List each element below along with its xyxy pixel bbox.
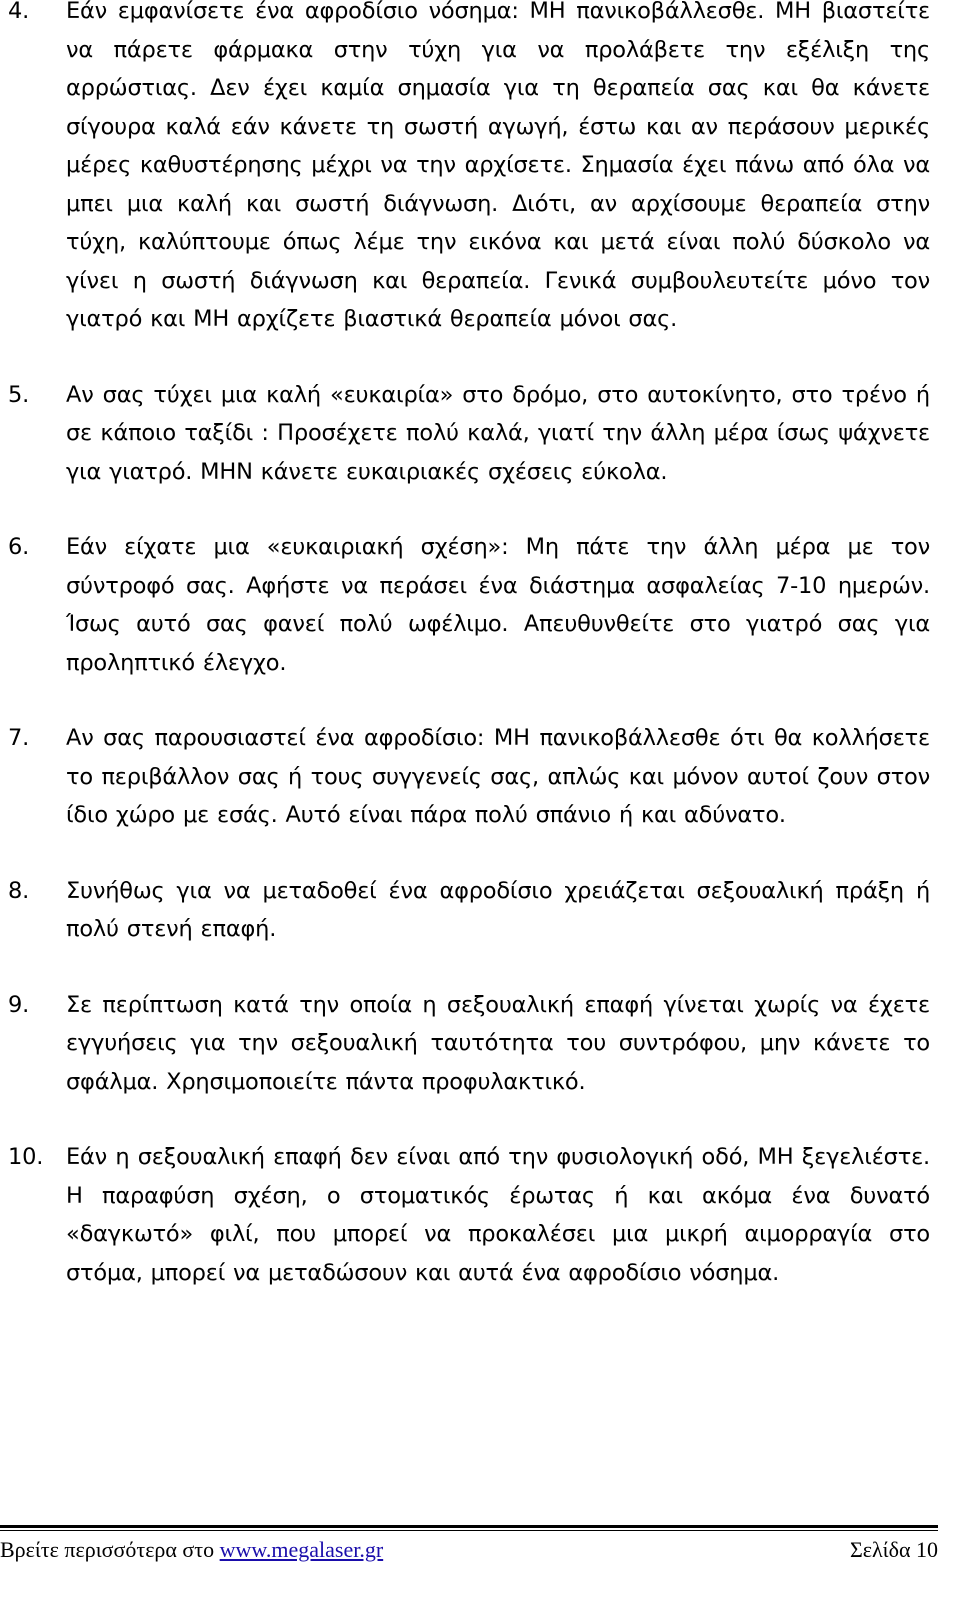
list-item-text: Συνήθως για να μεταδοθεί ένα αφροδίσιο χρειάζεται σεξουαλική πράξη ή πολύ στενή επαφή. (66, 877, 930, 942)
numbered-list (8, 0, 930, 1292)
footer-prefix: Βρείτε περισσότερα στο (0, 1537, 220, 1562)
list-item-text: Αν σας παρουσιαστεί ένα αφροδίσιο: ΜΗ πανικοβάλλεσθε ότι θα κολλήσετε το περιβάλλον σας ή τους συγγενείς σας, απλώς και μόνον αυτοί ζουν στον ίδιο χώρο με εσάς. Αυτό είναι πάρα πολύ σπάνιο ή και αδύνατο. (66, 725, 930, 828)
list-item-text: Εάν η σεξουαλική επαφή δεν είναι από την φυσιολογική οδό, ΜΗ ξεγελιέστε. Η παραφύση σχέση, ο στοματικός έρωτας ή και ακόμα ένα δυνατό «δαγκωτό» φιλί, που μπορεί να προκαλέσει μια μικρή αιμορραγία στο στόμα, μπορεί να μεταδώσουν και αυτά ένα αφροδίσιο νόσημα. (66, 1144, 930, 1286)
page-footer (0, 1532, 938, 1568)
list-item-9 (8, 986, 930, 1102)
page-number: Σελίδα 10 (849, 1537, 938, 1562)
list-item-number: 5. (8, 381, 30, 408)
list-item-text: Σε περίπτωση κατά την οποία η σεξουαλική επαφή γίνεται χωρίς να έχετε εγγυήσεις για την σεξουαλική ταυτότητα του συντρόφου, μην κάνετε το σφάλμα. Χρησιμοποιείτε πάντα προφυλακτικό. (66, 991, 930, 1095)
list-item-6 (8, 528, 930, 682)
list-item-text: Εάν εμφανίσετε ένα αφροδίσιο νόσημα: ΜΗ πανικοβάλλεσθε. ΜΗ βιαστείτε να πάρετε φάρμακα στην τύχη για να προλάβετε την εξέλιξη της αρρώστιας. Δεν έχει καμία σημασία για τη θεραπεία σας και θα κάνετε σίγουρα καλά εάν κάνετε τη σωστή αγωγή, έστω και αν περάσουν μερικές μέρες καθυστέρησης μέχρι να την αρχίσετε. Σημασία έχει πάνω από όλα να μπει μια καλή και σωστή διάγνωση. Διότι, αν αρχίσουμε θεραπεία στην τύχη, καλύπτουμε όπως λέμε την εικόνα και μετά είναι πολύ δύσκολο να γίνει η σωστή διάγνωση και θεραπεία. Γενικά συμβουλευτείτε μόνο τον γιατρό και ΜΗ αρχίζετε βιαστικά θεραπεία μόνοι σας. (66, 0, 930, 332)
footer-text (0, 1532, 383, 1568)
list-item-text: Αν σας τύχει μια καλή «ευκαιρία» στο δρόμο, στο αυτοκίνητο, στο τρένο ή σε κάποιο ταξίδι : Προσέχετε πολύ καλά, γιατί την άλλη μέρα ίσως ψάχνετε για γιατρό. ΜΗΝ κάνετε ευκαιριακές σχέσεις εύκολα. (66, 381, 930, 485)
list-item-10 (8, 1138, 930, 1292)
list-item-number: 7. (8, 725, 30, 751)
website-link[interactable]: www.megalaser.gr (219, 1537, 384, 1562)
footer-divider-thick (0, 1525, 938, 1528)
list-item-number: 10. (8, 1144, 44, 1170)
list-item-8 (8, 872, 930, 949)
list-item-5 (8, 376, 930, 492)
list-item-text: Εάν είχατε μια «ευκαιριακή σχέση»: Μη πάτε την άλλη μέρα με τον σύντροφό σας. Αφήστε να περάσει ένα διάστημα ασφαλείας 7-10 ημερών. Ίσως αυτό σας φανεί πολύ ωφέλιμο. Απευθυνθείτε στο γιατρό σας για προληπτικό έλεγχο. (66, 534, 930, 676)
list-item-number: 9. (8, 991, 30, 1018)
list-item-number: 8. (8, 877, 30, 904)
list-item-number: 4. (8, 0, 30, 24)
footer-divider-thin (0, 1530, 938, 1531)
list-item-7 (8, 719, 930, 835)
list-item-number: 6. (8, 534, 30, 560)
list-item-4 (8, 0, 930, 339)
